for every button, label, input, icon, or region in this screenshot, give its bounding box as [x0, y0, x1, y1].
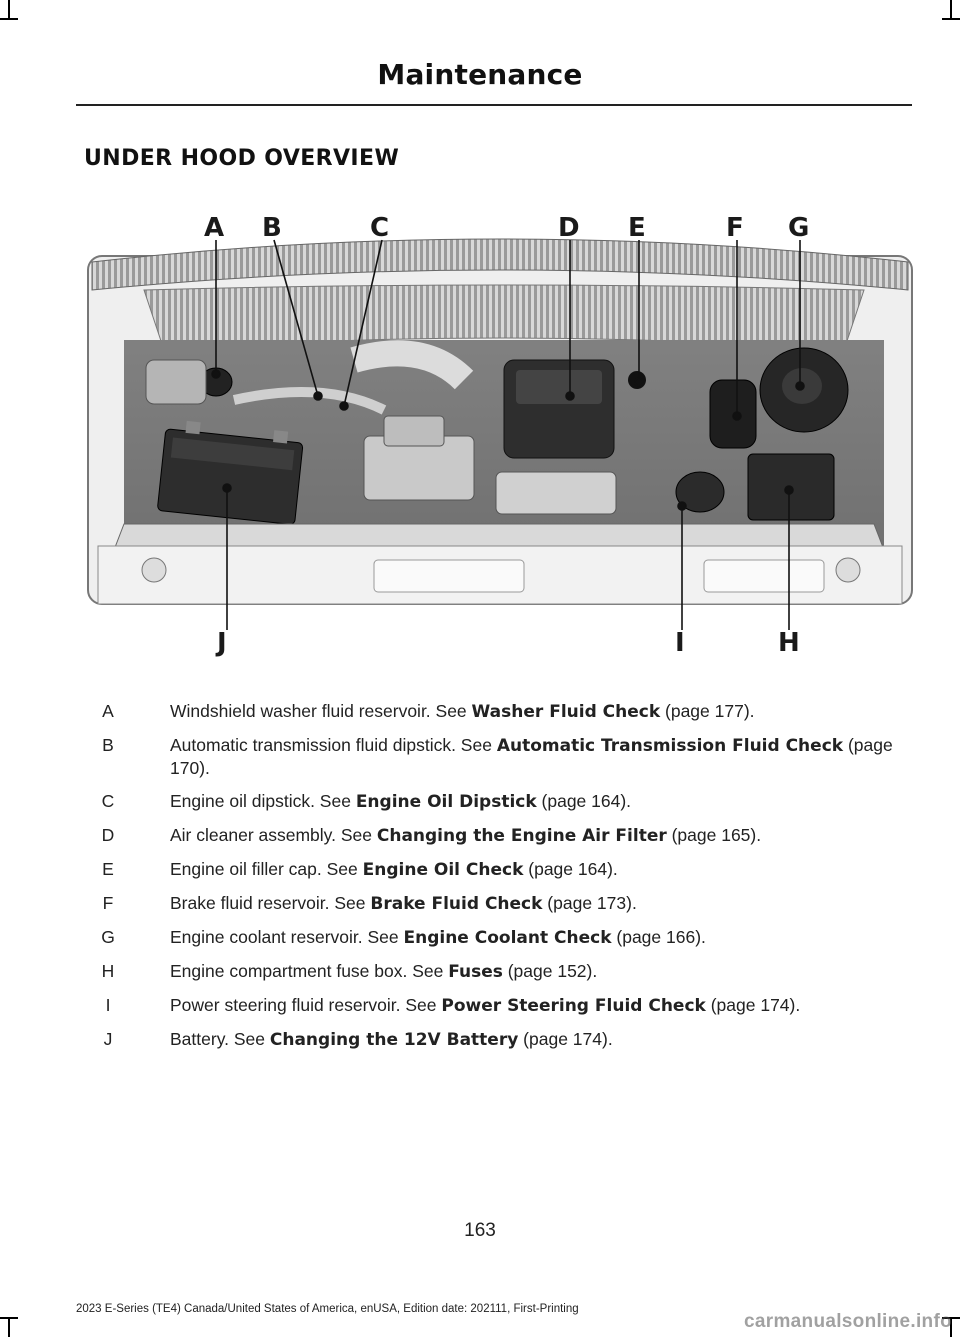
legend-description: Windshield washer fluid reservoir. See — [170, 701, 472, 721]
legend-reference-link[interactable]: Fuses — [448, 962, 503, 982]
legend-reference-link[interactable]: Engine Oil Check — [362, 860, 524, 880]
legend-row — [84, 994, 904, 1017]
legend-page: (page 170). — [170, 735, 893, 778]
legend-letter: H — [101, 961, 115, 981]
legend-row — [84, 892, 904, 915]
legend-row — [84, 734, 904, 779]
legend-row — [84, 790, 904, 813]
callout-c: C — [370, 213, 390, 243]
callout-j: J — [217, 628, 227, 658]
legend-reference-link[interactable]: Power Steering Fluid Check — [441, 996, 706, 1016]
footer-edition-text: 2023 E-Series (TE4) Canada/United States of America, enUSA, Edition date: 202111, First-Printing — [76, 1303, 579, 1315]
legend-description: Automatic transmission fluid dipstick. See — [170, 735, 497, 755]
legend-row — [84, 960, 904, 983]
engine-bay-illustration — [84, 210, 916, 660]
header-rule — [76, 104, 912, 106]
legend-row — [84, 824, 904, 847]
callout-i: I — [675, 628, 685, 658]
legend-description: Brake fluid reservoir. See — [170, 893, 371, 913]
crop-mark — [0, 1317, 18, 1319]
crop-mark — [942, 18, 960, 20]
crop-mark — [8, 0, 10, 18]
legend-letter: C — [101, 791, 115, 811]
legend-page: (page 177). — [660, 701, 755, 721]
legend-description: Engine oil filler cap. See — [170, 859, 363, 879]
legend-page: (page 173). — [542, 893, 637, 913]
legend-description: Engine oil dipstick. See — [170, 791, 356, 811]
legend-row — [84, 858, 904, 881]
section-title: UNDER HOOD OVERVIEW — [84, 146, 400, 171]
crop-mark — [8, 1319, 10, 1337]
legend-letter: A — [102, 701, 114, 721]
legend-page: (page 166). — [611, 927, 706, 947]
legend-row — [84, 1028, 904, 1051]
callout-a: A — [204, 213, 225, 243]
legend-letter: D — [101, 825, 115, 845]
callout-e: E — [628, 213, 646, 243]
page-number: 163 — [464, 1220, 496, 1241]
legend-letter: F — [102, 893, 114, 913]
legend-description: Battery. See — [170, 1029, 270, 1049]
callout-g: G — [788, 213, 810, 243]
legend-reference-link[interactable]: Engine Coolant Check — [403, 928, 612, 948]
callout-d: D — [558, 213, 580, 243]
legend-reference-link[interactable]: Changing the Engine Air Filter — [376, 826, 667, 846]
legend-page: (page 174). — [518, 1029, 613, 1049]
legend-page: (page 164). — [536, 791, 632, 811]
legend-row — [84, 926, 904, 949]
page-header-title: Maintenance — [377, 58, 583, 91]
crop-mark — [0, 18, 18, 20]
legend-letter: B — [102, 735, 114, 755]
component-legend — [84, 700, 904, 1062]
legend-letter: J — [103, 1029, 113, 1049]
legend-letter: G — [101, 927, 115, 947]
legend-letter: I — [105, 995, 111, 1015]
legend-description: Engine coolant reservoir. See — [170, 927, 404, 947]
legend-letter: E — [102, 859, 114, 879]
legend-reference-link[interactable]: Brake Fluid Check — [370, 894, 543, 914]
watermark: carmanualsonline.info — [744, 1311, 952, 1332]
callout-f: F — [726, 213, 744, 243]
legend-description: Power steering fluid reservoir. See — [170, 995, 442, 1015]
callout-b: B — [262, 213, 282, 243]
legend-reference-link[interactable]: Washer Fluid Check — [471, 702, 661, 722]
legend-description: Engine compartment fuse box. See — [170, 961, 449, 981]
callout-h: H — [778, 628, 800, 658]
legend-reference-link[interactable]: Automatic Transmission Fluid Check — [496, 736, 844, 756]
legend-reference-link[interactable]: Engine Oil Dipstick — [355, 792, 537, 812]
crop-mark — [950, 0, 952, 18]
legend-page: (page 165). — [666, 825, 762, 845]
legend-page: (page 164). — [523, 859, 618, 879]
legend-reference-link[interactable]: Changing the 12V Battery — [269, 1030, 519, 1050]
legend-page: (page 174). — [705, 995, 801, 1015]
legend-row — [84, 700, 904, 723]
legend-description: Air cleaner assembly. See — [170, 825, 377, 845]
legend-page: (page 152). — [502, 961, 598, 981]
